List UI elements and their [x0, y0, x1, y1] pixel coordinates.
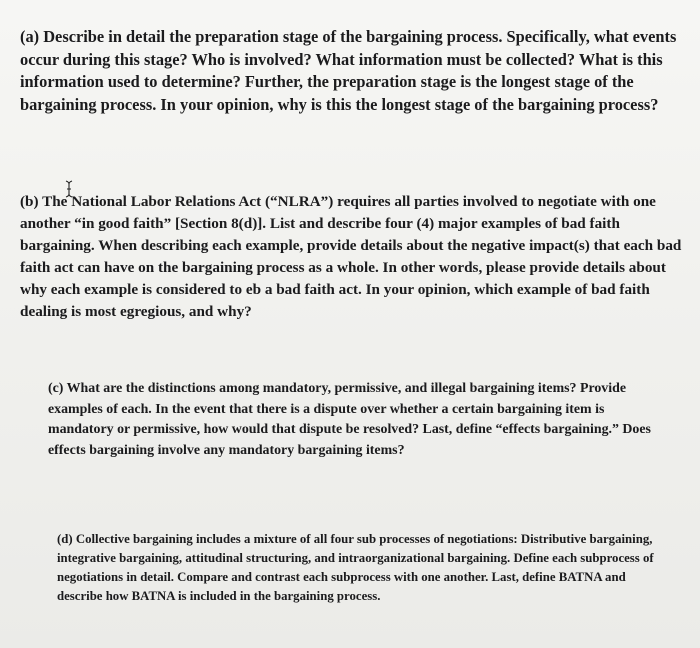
question-d: (d) Collective bargaining includes a mixture of all four sub processes of negotiations: Distributive bargaining, integrative bargaining, attitudinal structuring, and intraorganizational bargaining. Define each subprocess of negotiations in detail. Compare and contrast each subprocess with one another. Last, define BATNA and describe how BATNA is included in the bargaining process.: [57, 532, 654, 603]
question-c: (c) What are the distinctions among mandatory, permissive, and illegal bargaining items? Provide examples of each. In the event that there is a dispute over whether a certain bargaining item is mandatory or permissive, how would that dispute be resolved? Last, define “effects bargaining.” Does effects bargaining involve any mandatory bargaining items?: [48, 381, 651, 458]
question-b: (b) The National Labor Relations Act (“NLRA”) requires all parties involved to negotiate with one another “in good faith” [Section 8(d)]. List and describe four (4) major examples of bad faith bargaining. When describing each example, provide details about the negative impact(s) that each bad faith act can have on the bargaining process as a whole. In other words, please provide details about why each example is considered to eb a bad faith act. In your opinion, which example of bad faith dealing is most egregious, and why?: [20, 193, 682, 320]
question-a: (a) Describe in detail the preparation stage of the bargaining process. Specifically, what events occur during this stage? Who is involved? What information must be collected? What is this information used to determine? Further, the preparation stage is the longest stage of the bargaining process. In your opinion, why is this the longest stage of the bargaining process?: [20, 27, 677, 114]
